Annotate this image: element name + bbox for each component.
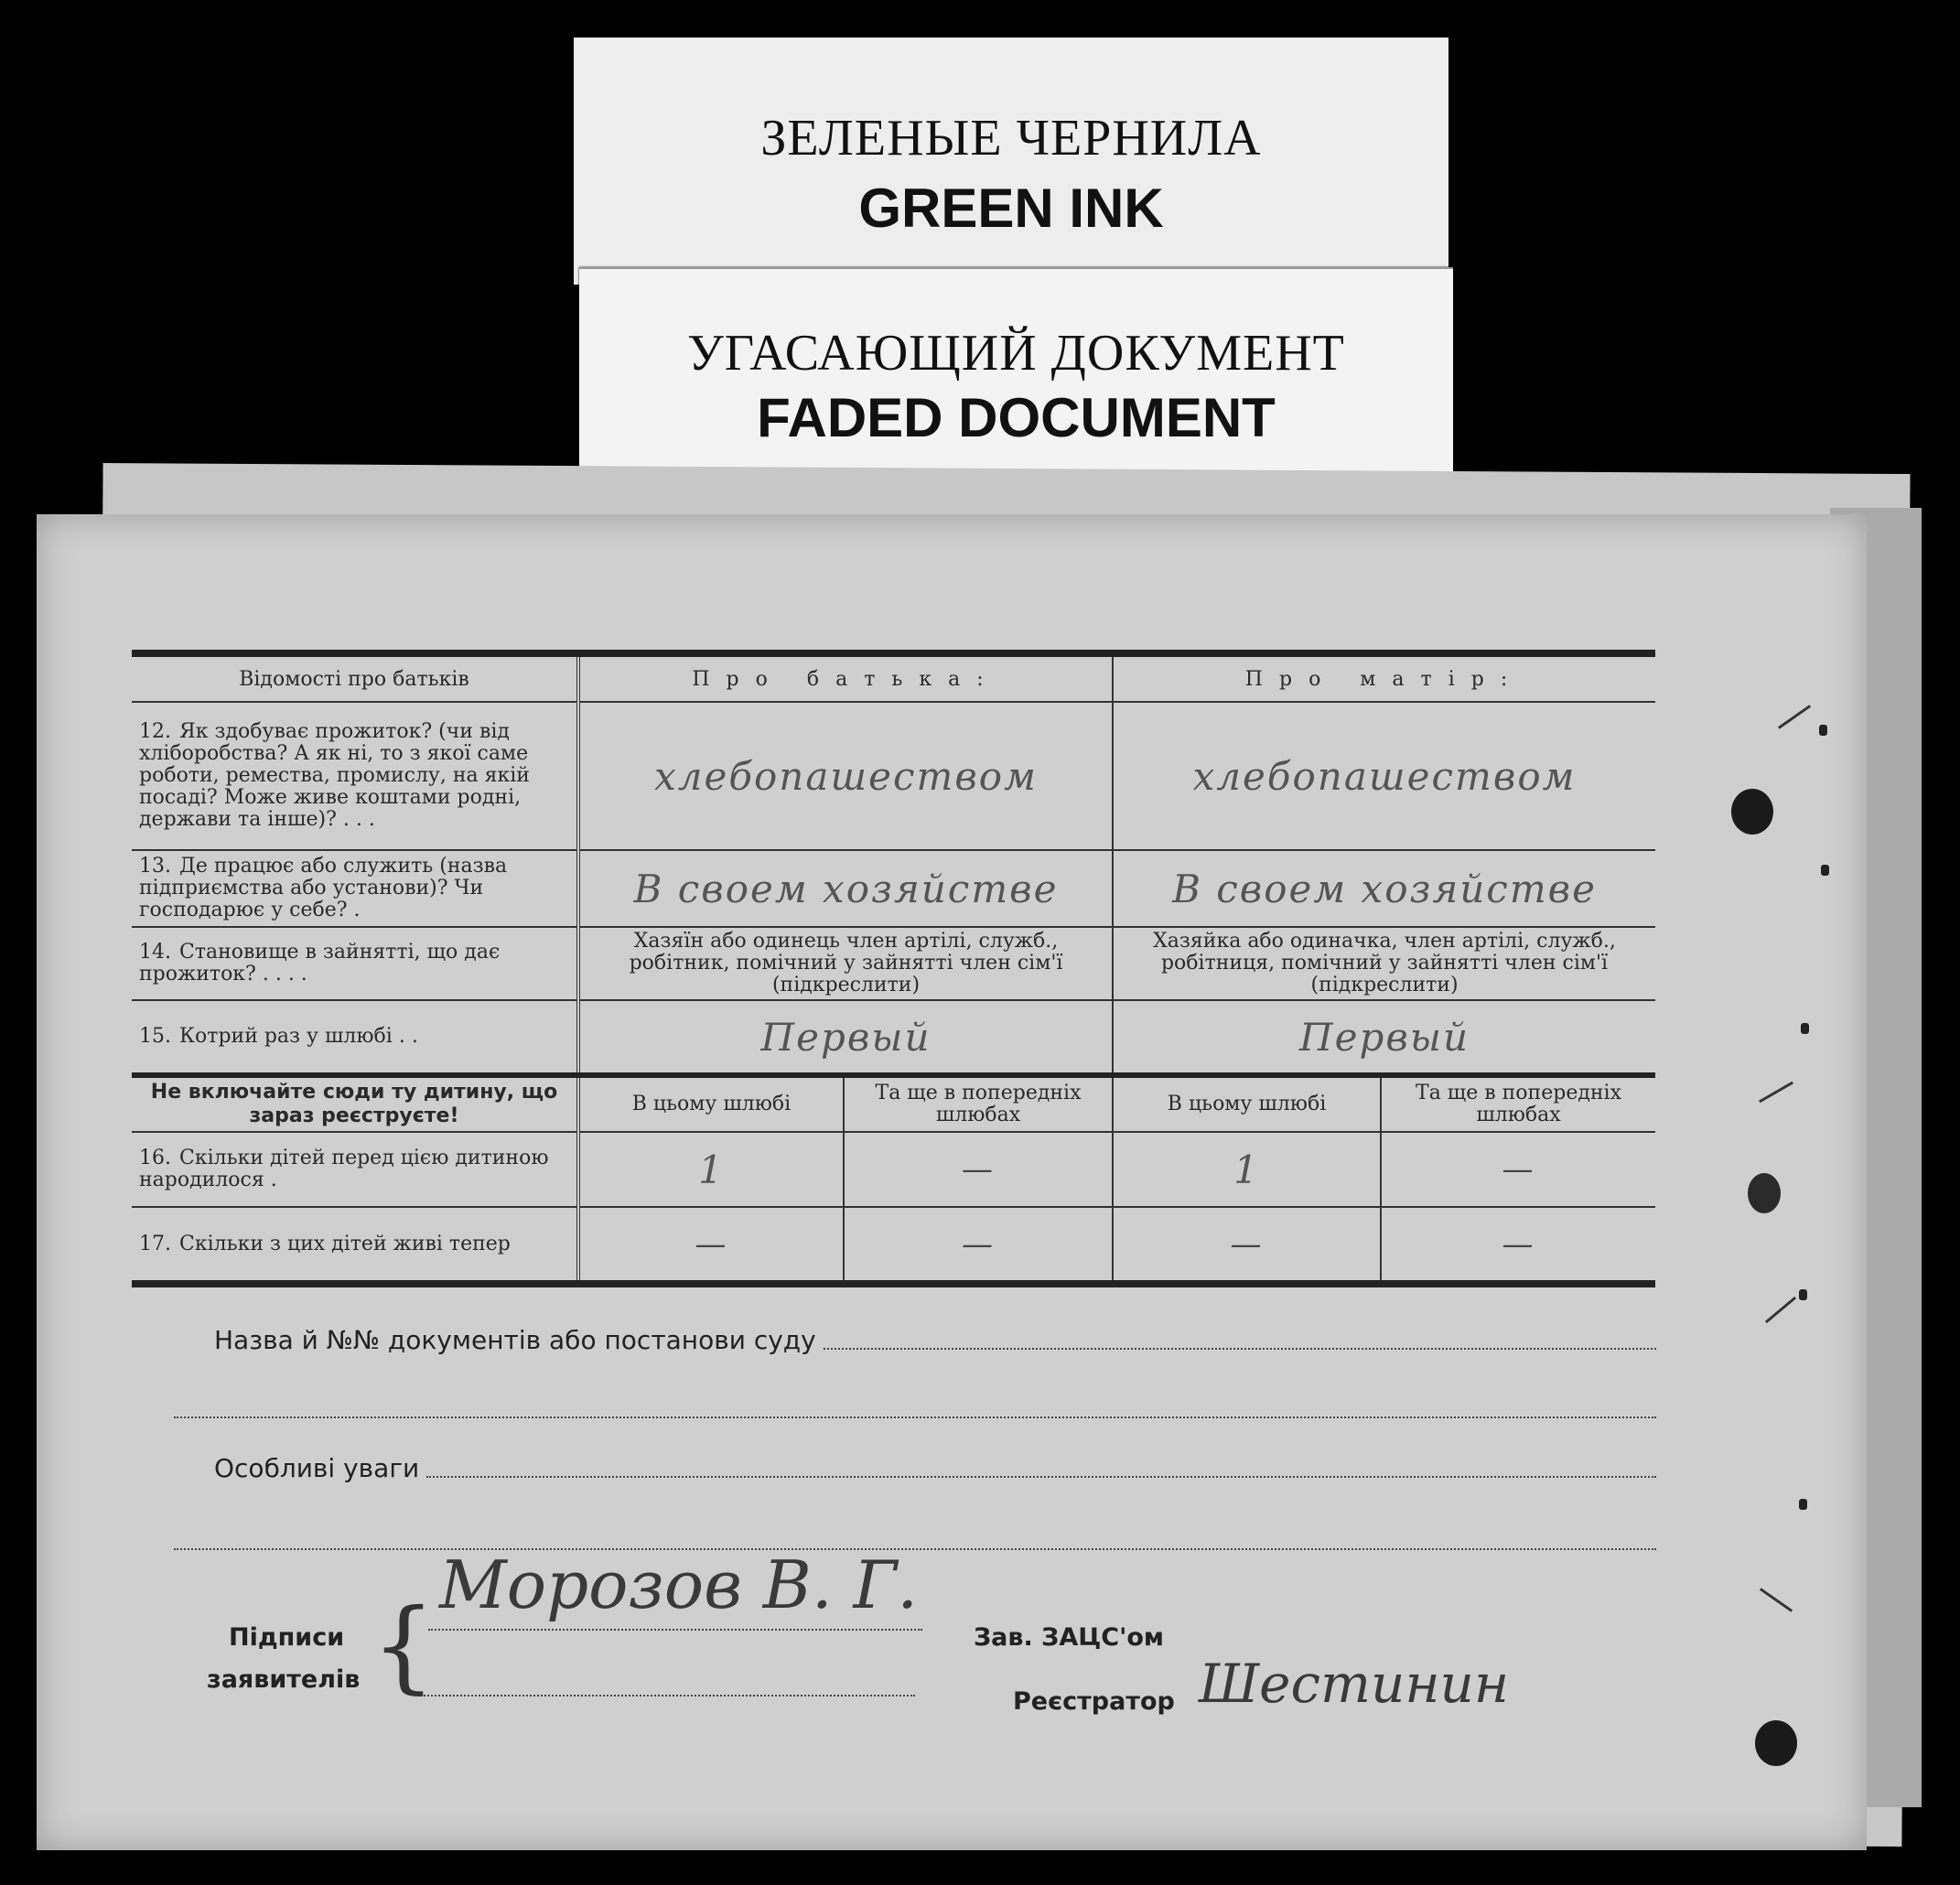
applicant-signature-line-2 [421, 1695, 915, 1696]
remarks-field-label: Особливі уваги [214, 1453, 420, 1483]
question-17: 17. Скільки з цих дітей живі тепер [132, 1207, 578, 1284]
applicant-signature: Морозов В. Г. [439, 1546, 919, 1623]
question-13: 13. Де працює або служить (назва підприємства або установи)? Чи господарює у себе? . [132, 850, 578, 927]
head-of-registry-label: Зав. ЗАЦС'ом [974, 1623, 1164, 1652]
answer-12-mother: хлебопашеством [1113, 702, 1655, 850]
faded-document-label-card [579, 267, 1453, 487]
father-previous-marriages-header: Та ще в попередніх шлюбах [844, 1075, 1113, 1132]
registrar-signature: Шестинин [1199, 1653, 1510, 1715]
binder-mark [1821, 865, 1829, 876]
tear-mark [1778, 705, 1811, 729]
table-header-row [132, 653, 1655, 702]
remarks-field [214, 1453, 1656, 1483]
answer-17-mother-this: — [1113, 1207, 1381, 1284]
answer-15-mother: Первый [1113, 1000, 1655, 1075]
faded-document-label-en: FADED DOCUMENT [757, 387, 1276, 448]
table-row-q15 [132, 1000, 1655, 1075]
answer-16-father-previous: — [844, 1132, 1113, 1207]
tear-mark [1760, 1588, 1793, 1612]
binder-mark [1801, 1023, 1809, 1034]
answer-16-mother-this: 1 [1113, 1132, 1381, 1207]
exclude-child-note: Не включайте сюди ту дитину, що зараз реєструєте! [132, 1075, 578, 1132]
header-parents-info: Відомості про батьків [132, 653, 578, 702]
binder-hole [1748, 1173, 1781, 1213]
answer-16-father-this: 1 [578, 1132, 844, 1207]
table-row-q12 [132, 702, 1655, 850]
father-this-marriage-header: В цьому шлюбі [578, 1075, 844, 1132]
table-row-q16 [132, 1132, 1655, 1207]
mother-this-marriage-header: В цьому шлюбі [1113, 1075, 1381, 1132]
green-ink-label-ru: ЗЕЛЕНЫЕ ЧЕРНИЛА [760, 110, 1262, 167]
applicants-signatures-label-2: заявителів [207, 1665, 361, 1694]
answer-15-father: Первый [578, 1000, 1113, 1075]
header-about-mother: Про матір: [1113, 653, 1655, 702]
binder-mark [1799, 1499, 1807, 1510]
binder-mark [1819, 725, 1827, 736]
documents-field-line [824, 1347, 1656, 1350]
table-row-q14 [132, 927, 1655, 1000]
answer-14-father: Хазяїн або одинець член артілі, служб., робітник, помічний у зайнятті член сім'ї (підкреслити) [578, 927, 1113, 1000]
answer-16-mother-previous: — [1381, 1132, 1655, 1207]
signature-brace: { [372, 1587, 436, 1704]
registrar-label: Реєстратор [1013, 1687, 1175, 1716]
faded-document-label-ru: УГАСАЮЩИЙ ДОКУМЕНТ [687, 325, 1345, 382]
tear-mark [1765, 1297, 1796, 1323]
table-row-children-header [132, 1075, 1655, 1132]
remarks-field-line [426, 1475, 1656, 1478]
binder-hole [1731, 789, 1773, 835]
documents-field-line-2 [174, 1416, 1656, 1418]
question-15: 15. Котрий раз у шлюбі . . [132, 1000, 578, 1075]
tear-mark [1759, 1082, 1793, 1104]
table-row-q17 [132, 1207, 1655, 1284]
green-ink-label-card [574, 38, 1448, 285]
documents-field [214, 1325, 1656, 1355]
answer-17-father-this: — [578, 1207, 844, 1284]
question-14: 14. Становище в зайнятті, що дає прожиток? . . . . [132, 927, 578, 1000]
green-ink-label-en: GREEN INK [858, 178, 1164, 239]
question-12: 12. Як здобуває прожиток? (чи від хліборобства? А як ні, то з якої саме роботи, ремества, промислу, на якій посаді? Може живе коштами родні, держави та інше)? . . . [132, 702, 578, 850]
registration-form-sheet [37, 514, 1867, 1850]
documents-field-label: Назва й №№ документів або постанови суду [214, 1325, 816, 1355]
answer-13-father: В своем хозяйстве [578, 850, 1113, 927]
mother-previous-marriages-header: Та ще в попередніх шлюбах [1381, 1075, 1655, 1132]
table-row-q13 [132, 850, 1655, 927]
applicant-signature-line-1 [428, 1629, 922, 1631]
answer-14-mother: Хазяйка або одиначка, член артілі, служб., робітниця, помічний у зайнятті член сім'ї (підкреслити) [1113, 927, 1655, 1000]
binder-mark [1799, 1289, 1807, 1300]
answer-17-mother-previous: — [1381, 1207, 1655, 1284]
applicants-signatures-label-1: Підписи [229, 1623, 345, 1652]
question-16: 16. Скільки дітей перед цією дитиною народилося . [132, 1132, 578, 1207]
header-about-father: Про батька: [578, 653, 1113, 702]
answer-12-father: хлебопашеством [578, 702, 1113, 850]
answer-17-father-previous: — [844, 1207, 1113, 1284]
parents-info-table [132, 650, 1655, 1287]
answer-13-mother: В своем хозяйстве [1113, 850, 1655, 927]
binder-hole [1755, 1720, 1797, 1766]
